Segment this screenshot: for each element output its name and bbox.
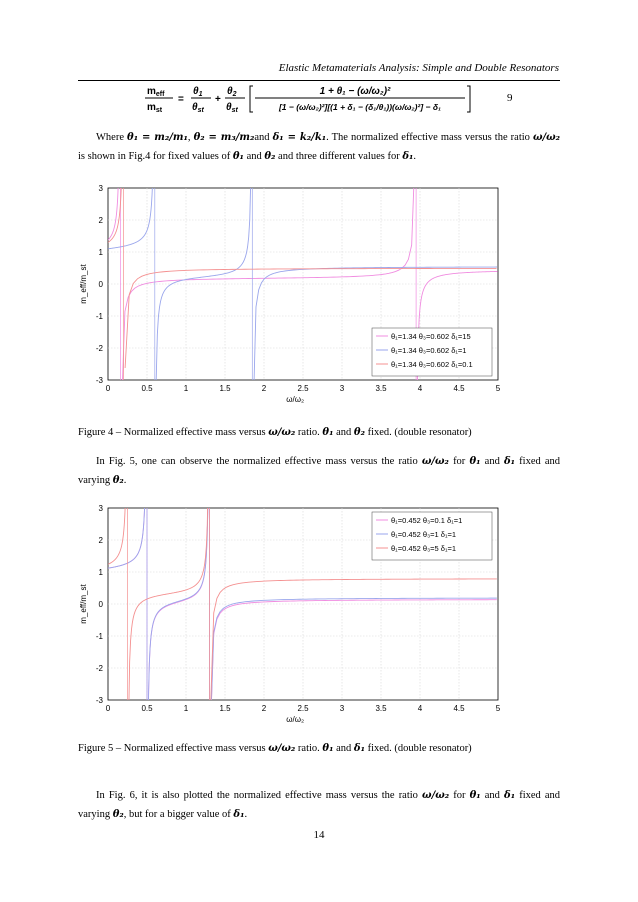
legend-entry: θ₁=0.452 θ₃=5 δ₁=1 — [391, 544, 457, 553]
x-tick-label: 5 — [495, 704, 501, 713]
paragraph-2: In Fig. 5, one can observe the normalized effective mass versus the ratio ω/ω₂ for θ₁ and δ₁ fixed and varying θ₂. — [78, 456, 561, 486]
x-axis-label: ω/ω₂ — [286, 715, 305, 724]
x-tick-label: 3.5 — [375, 384, 387, 393]
svg-text:+: + — [215, 94, 221, 105]
x-tick-label: 1.5 — [219, 384, 231, 393]
x-tick-label: 4.5 — [453, 384, 465, 393]
y-tick-label: 0 — [98, 280, 103, 289]
paragraph-1: Where θ₁ = m₂/m₁, θ₂ = m₃/m₂and δ₁ = k₂/k₁. The normalized effective mass versus the ratio ω/ω₂ is shown in Fig.4 for fixed values of θ₁ and θ₂ and three different values for δ₁. — [78, 132, 561, 162]
x-axis-label: ω/ω₂ — [286, 395, 305, 404]
x-tick-label: 5 — [495, 384, 501, 393]
svg-text:=: = — [178, 94, 184, 105]
figure-5-caption: Figure 5 – Normalized effective mass versus ω/ω₂ ratio. θ₁ and δ₁ fixed. (double resonator) — [78, 743, 472, 754]
figure-4-caption: Figure 4 – Normalized effective mass versus ω/ω₂ ratio. θ₁ and θ₂ fixed. (double resonator) — [78, 427, 472, 438]
x-tick-label: 0.5 — [141, 384, 153, 393]
eq-lhs-num: $m_{eff}$ — [147, 86, 165, 98]
figure-5-chart — [78, 500, 518, 732]
eq-t1-num: $\theta_1$ — [193, 86, 203, 98]
equation-9 — [145, 84, 485, 114]
x-tick-label: 0 — [105, 704, 111, 713]
y-tick-label: 0 — [98, 600, 103, 609]
y-axis-label: m_eff/m_st — [79, 264, 88, 304]
eq-bracket-den: [1 − (ω/ω₂)²][(1 + δ₁ − (δ₁/θ₁))(ω/ω₂)²] − δ₁ — [278, 102, 442, 112]
y-tick-label: 3 — [98, 184, 103, 193]
legend-entry: θ₁=0.452 θ₃=0.1 δ₁=1 — [391, 516, 463, 525]
page-number: 14 — [313, 829, 325, 841]
x-tick-label: 2 — [261, 384, 267, 393]
x-tick-label: 1 — [183, 384, 189, 393]
x-tick-label: 0.5 — [141, 704, 153, 713]
y-tick-label: -3 — [95, 696, 103, 705]
y-tick-label: -2 — [95, 664, 103, 673]
y-tick-label: -3 — [95, 376, 103, 385]
legend-entry: θ₁=1.34 θ₃=0.602 δ₁=15 — [391, 332, 471, 341]
x-tick-label: 3.5 — [375, 704, 387, 713]
y-tick-label: 2 — [98, 536, 103, 545]
y-axis-label: m_eff/m_st — [79, 584, 88, 624]
eq-bracket-num: 1 + θ₁ − (ω/ω₂)² — [319, 86, 391, 97]
figure-4-chart — [78, 180, 518, 412]
y-tick-label: -1 — [95, 632, 103, 641]
legend-entry: θ₁=0.452 θ₃=1 δ₁=1 — [391, 530, 457, 539]
legend-entry: θ₁=1.34 θ₃=0.602 δ₁=1 — [391, 346, 467, 355]
x-tick-label: 2.5 — [297, 384, 309, 393]
paragraph-3: In Fig. 6, it is also plotted the normalized effective mass versus the ratio ω/ω₂ for θ₁ and δ₁ fixed and varying θ₂, but for a bigger value of δ₁. — [78, 790, 561, 820]
x-tick-label: 3 — [339, 704, 345, 713]
y-tick-label: 1 — [98, 248, 103, 257]
y-tick-label: -1 — [95, 312, 103, 321]
running-header: Elastic Metamaterials Analysis: Simple and Double Resonators — [278, 62, 559, 74]
x-tick-label: 1.5 — [219, 704, 231, 713]
header-rule — [78, 80, 560, 81]
x-tick-label: 4 — [417, 384, 423, 393]
eq-t2-den: $\theta_{st}$ — [226, 102, 238, 114]
x-tick-label: 3 — [339, 384, 345, 393]
legend-entry: θ₁=1.34 θ₃=0.602 δ₁=0.1 — [391, 360, 473, 369]
x-tick-label: 1 — [183, 704, 189, 713]
x-tick-label: 0 — [105, 384, 111, 393]
eq-t1-den: $\theta_{st}$ — [192, 102, 204, 114]
x-tick-label: 4 — [417, 704, 423, 713]
eq-t2-num: $\theta_2$ — [227, 86, 237, 98]
y-tick-label: 2 — [98, 216, 103, 225]
y-tick-label: 1 — [98, 568, 103, 577]
eq-lhs-den: $m_{st}$ — [147, 102, 163, 114]
x-tick-label: 2 — [261, 704, 267, 713]
y-tick-label: -2 — [95, 344, 103, 353]
x-tick-label: 4.5 — [453, 704, 465, 713]
equation-number: 9 — [507, 92, 513, 104]
x-tick-label: 2.5 — [297, 704, 309, 713]
y-tick-label: 3 — [98, 504, 103, 513]
